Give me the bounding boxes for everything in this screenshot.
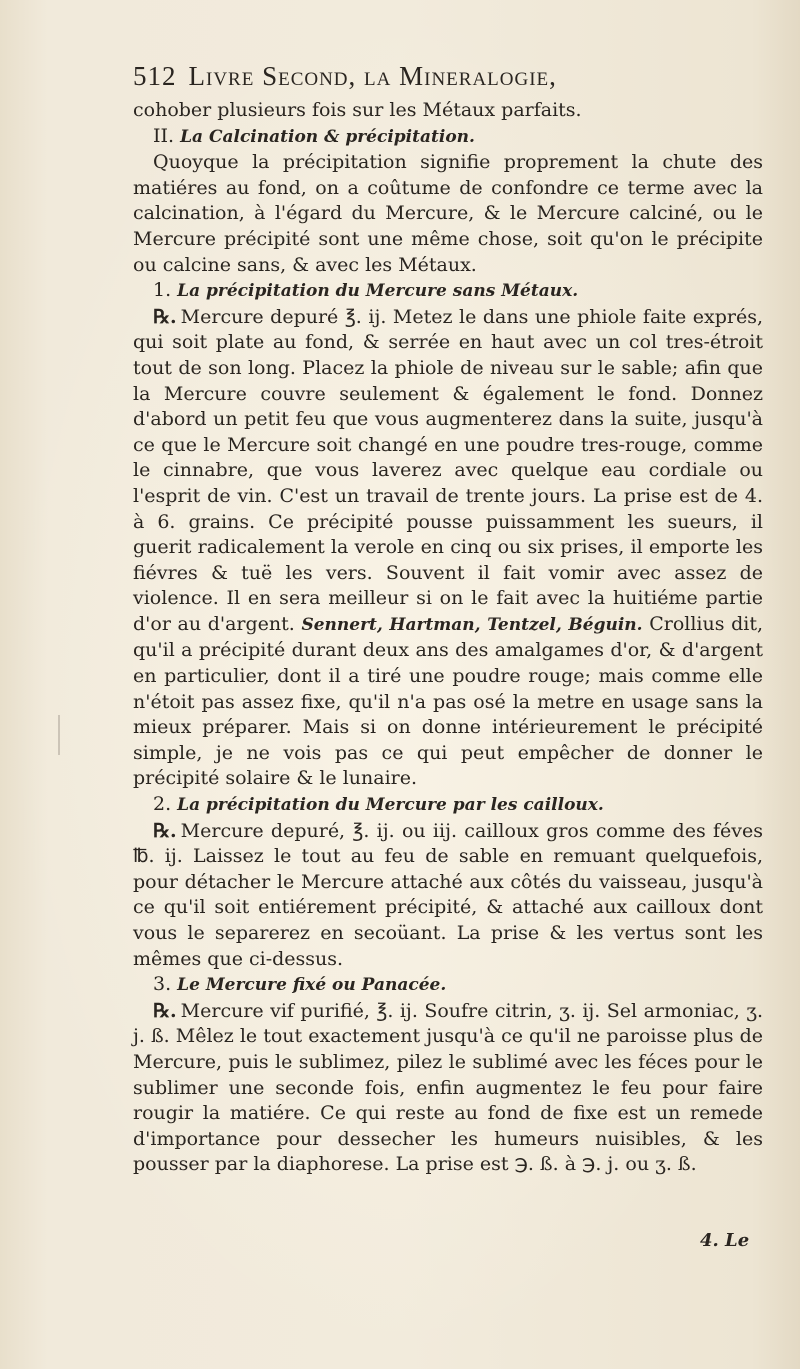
recipe-symbol: ℞. [153,305,177,328]
recipe-symbol: ℞. [153,999,177,1022]
text-column [133,52,763,1178]
page-stain [58,715,60,755]
subsection-heading: 1. La précipitation du Mercure sans Métaux. [153,279,579,302]
recipe-paragraph: ℞. Mercure vif purifié, ℥. ij. Soufre citrin, ʒ. ij. Sel armoniac, ʒ. j. ß. Mêlez le tout exactement jusqu'à ce qu'il ne paroisse plus de Mercure, puis le sublimez, pilez le sublimé avec les féces pour le sublimer une seconde fois, enfin augmentez le feu pour faire rougir la matiére. Ce qui reste au fond de fixe est un remede d'importance pour dessecher les humeurs nuisibles, & les pousser par la diaphorese. La prise est ℈. ß. à ℈. j. ou ʒ. ß. [133,999,763,1176]
recipe-symbol: ℞. [153,819,177,842]
running-title: Livre Second, la Mineralogie, [188,61,557,91]
author-name: Tentzel, [487,614,562,635]
author-name: Hartman, [389,614,481,635]
page-number: 512 [133,61,177,91]
author-name: Béguin. [568,614,643,635]
paragraph-continuation: cohober plusieurs fois sur les Métaux parfaits. [133,99,582,121]
recipe-paragraph: ℞. Mercure depuré, ℥. ij. ou iij. cailloux gros comme des féves ℔. ij. Laissez le tout au feu de sable en remuant quelquefois, pour détacher le Mercure attaché aux côtés du vaisseau, jusqu'à ce qu'il soit entiérement précipité, & attaché aux cailloux dont vous le separerez en secoüant. La prise & les vertus sont les mêmes que ci-dessus. [133,819,763,970]
section-heading: II. La Calcination & précipitation. [153,124,475,147]
subsection-heading: 3. Le Mercure fixé ou Panacée. [153,973,447,996]
author-name: Sennert, [301,614,383,635]
recipe-paragraph: ℞. Mercure depuré ℥. ij. Metez le dans une phiole faite exprés, qui soit plate au fond, & serrée en haut avec un col tres-étroit tout de son long. Placez la phiole de niveau sur le sable; afin que la Mercure couvre seulement & également le fond. Donnez d'abord un petit feu que vous augmenterez dans la suite, jusqu'à ce que le Mercure soit changé en une poudre tres-rouge, comme le cinnabre, que vous laverez avec quelque eau cordiale ou l'esprit de vin. C'est un travail de trente jours. La prise est de 4. à 6. grains. Ce précipité pousse puissamment les sueurs, il guerit radicalement la verole en cinq ou six prises, il emporte les fiévres & tuë les vers. Souvent il fait vomir avec assez de violence. Il en sera meilleur si on le fait avec la huitiéme partie d'or au d'argent. Sennert, Hartman, Tentzel, Béguin. Crollius dit, qu'il a précipité durant deux ans des amalgames d'or, & d'argent en particulier, dont il a tiré une poudre rouge; mais comme elle n'étoit pas assez fixe, qu'il n'a pas osé la metre en usage sans la mieux préparer. Mais si on donne intérieurement le précipité simple, je ne vois pas ce qui peut empêcher de donner le précipité solaire & le lunaire. [133,305,764,790]
subsection-heading: 2. La précipitation du Mercure par les cailloux. [153,793,604,816]
running-header [133,58,763,98]
paragraph-calcination: Quoyque la précipitation signifie proprement la chute des matiéres au fond, on a coûtume de confondre ce terme avec la calcination, à l'égard du Mercure, & le Mercure calciné, ou le Mercure précipité sont une même chose, soit qu'on le précipite ou calcine sans, & avec les Métaux. [133,151,763,276]
catchword: 4. Le [700,1230,750,1251]
